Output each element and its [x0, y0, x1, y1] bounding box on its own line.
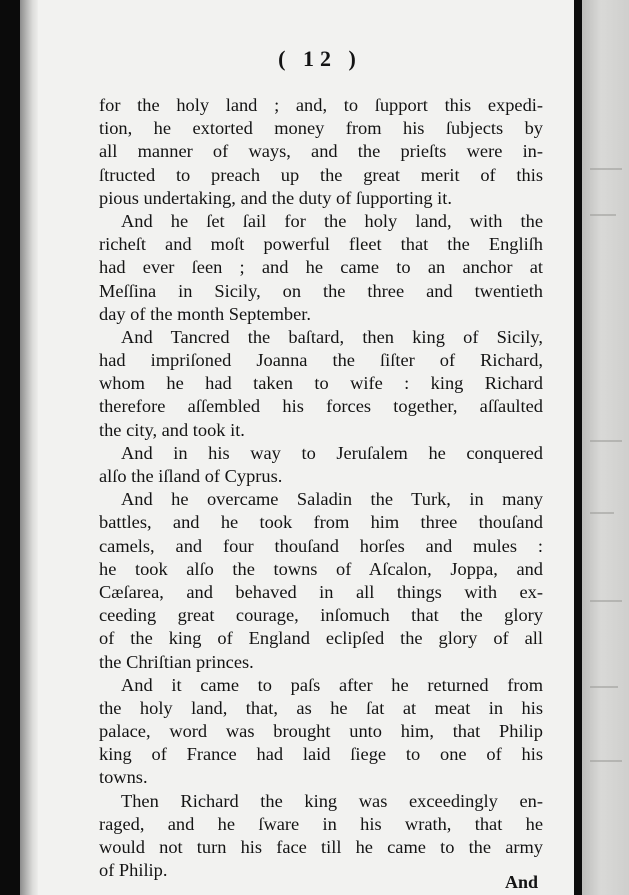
text-line: pious undertaking, and the duty of ſupporting it.	[99, 187, 452, 208]
catchword: And	[505, 872, 539, 892]
paragraph-first-line: And it came to paſs after he returned from	[121, 674, 543, 695]
text-line: therefore aſſembled his forces together, aſſaulted	[99, 396, 543, 417]
text-line: of the king of England eclipſed the glory of all	[99, 628, 543, 649]
text-line: the city, and took it.	[99, 419, 245, 440]
text-line: raged, and he ſware in his wrath, that he	[99, 813, 543, 834]
text-line: would not turn his face till he came to the army	[99, 837, 543, 857]
text-line: ceeding great courage, inſomuch that the glory	[99, 605, 543, 626]
text-line: he took alſo the towns of Aſcalon, Joppa, and	[99, 558, 543, 579]
text-line: battles, and he took from him three thouſand	[99, 512, 543, 533]
text-line: ſtructed to preach up the great merit of this	[99, 164, 543, 185]
text-line: palace, word was brought unto him, that Philip	[99, 721, 543, 742]
paragraph-first-line: And Tancred the baſtard, then king of Sicily,	[121, 326, 543, 347]
page-number: ( 12 )	[278, 46, 362, 71]
text-line: camels, and four thouſand horſes and mules :	[99, 535, 543, 556]
text-line: Cæſarea, and behaved in all things with ex-	[99, 581, 543, 602]
paragraph-first-line: And in his way to Jeruſalem he conquered	[121, 442, 543, 463]
paragraph-first-line: And he overcame Saladin the Turk, in many	[121, 489, 543, 510]
bleed-through-mark	[590, 214, 616, 216]
page-edge	[574, 0, 582, 895]
bleed-through-mark	[590, 686, 618, 688]
bleed-through-mark	[590, 760, 622, 762]
text-line: king of France had laid ſiege to one of his	[99, 744, 543, 765]
bleed-through-mark	[590, 440, 622, 442]
text-line: richeſt and moſt powerful fleet that the Engliſh	[99, 234, 543, 255]
text-line: Meſſina in Sicily, on the three and twentieth	[99, 280, 543, 301]
text-line: for the holy land ; and, to ſupport this expedi-	[99, 95, 543, 115]
text-line: of Philip.	[99, 860, 168, 881]
text-line: tion, he extorted money from his ſubjects by	[99, 118, 543, 139]
bleed-through-mark	[590, 168, 622, 170]
text-line: the Chriſtian princes.	[99, 651, 254, 672]
text-line: whom he had taken to wife : king Richard	[99, 373, 543, 394]
paragraph-first-line: And he ſet ſail for the holy land, with the	[121, 210, 543, 231]
paragraph-first-line: Then Richard the king was exceedingly en-	[121, 790, 543, 811]
text-line: all manner of ways, and the prieſts were in-	[99, 141, 543, 162]
text-line: day of the month September.	[99, 303, 311, 324]
text-line: alſo the iſland of Cyprus.	[99, 466, 283, 486]
body-text	[99, 94, 543, 882]
text-line: the holy land, that, as he ſat at meat in his	[99, 697, 543, 718]
bleed-through-mark	[590, 512, 614, 514]
text-line: had ever ſeen ; and he came to an anchor at	[99, 257, 543, 278]
bleed-through-mark	[590, 600, 622, 602]
book-gutter-shadow	[20, 0, 38, 895]
text-line: towns.	[99, 767, 148, 788]
scan-left-border	[0, 0, 20, 895]
text-line: had impriſoned Joanna the ſiſter of Richard,	[99, 350, 543, 371]
